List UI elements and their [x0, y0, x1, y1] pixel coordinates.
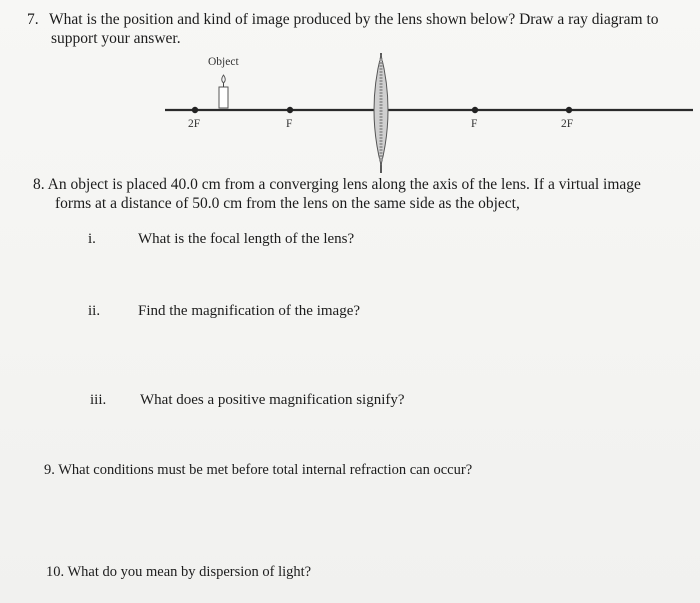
question-7 — [27, 10, 695, 48]
question-7-line-1: What is the position and kind of image produced by the lens shown below? Draw a ray diagram to — [49, 11, 659, 28]
question-8-line-1: 8. An object is placed 40.0 cm from a converging lens along the axis of the lens. If a virtual image — [33, 176, 641, 193]
question-7-number: 7. — [27, 11, 39, 28]
question-9: 9. What conditions must be met before total internal refraction can occur? — [44, 462, 473, 478]
object-label: Object — [208, 56, 239, 68]
question-10: 10. What do you mean by dispersion of light? — [46, 564, 312, 580]
point-2f-left — [192, 107, 198, 113]
part-text: What does a positive magnification signify? — [140, 392, 405, 408]
label-f-right: F — [471, 118, 478, 130]
label-2f-right: 2F — [561, 118, 574, 130]
point-f-left — [287, 107, 293, 113]
part-text: Find the magnification of the image? — [138, 303, 361, 319]
question-8 — [33, 175, 683, 213]
question-8-line-2: forms at a distance of 50.0 cm from the lens on the same side as the object, — [55, 195, 520, 212]
label-2f-left: 2F — [188, 118, 201, 130]
part-numeral: ii. — [88, 303, 101, 319]
part-text: What is the focal length of the lens? — [138, 231, 355, 247]
point-f-right — [472, 107, 478, 113]
question-7-line-2: support your answer. — [51, 30, 181, 47]
candle-object — [219, 75, 228, 108]
label-f-left: F — [286, 118, 293, 130]
part-numeral: i. — [88, 231, 96, 247]
point-2f-right — [566, 107, 572, 113]
part-numeral: iii. — [90, 392, 107, 408]
lens-diagram — [160, 45, 700, 185]
